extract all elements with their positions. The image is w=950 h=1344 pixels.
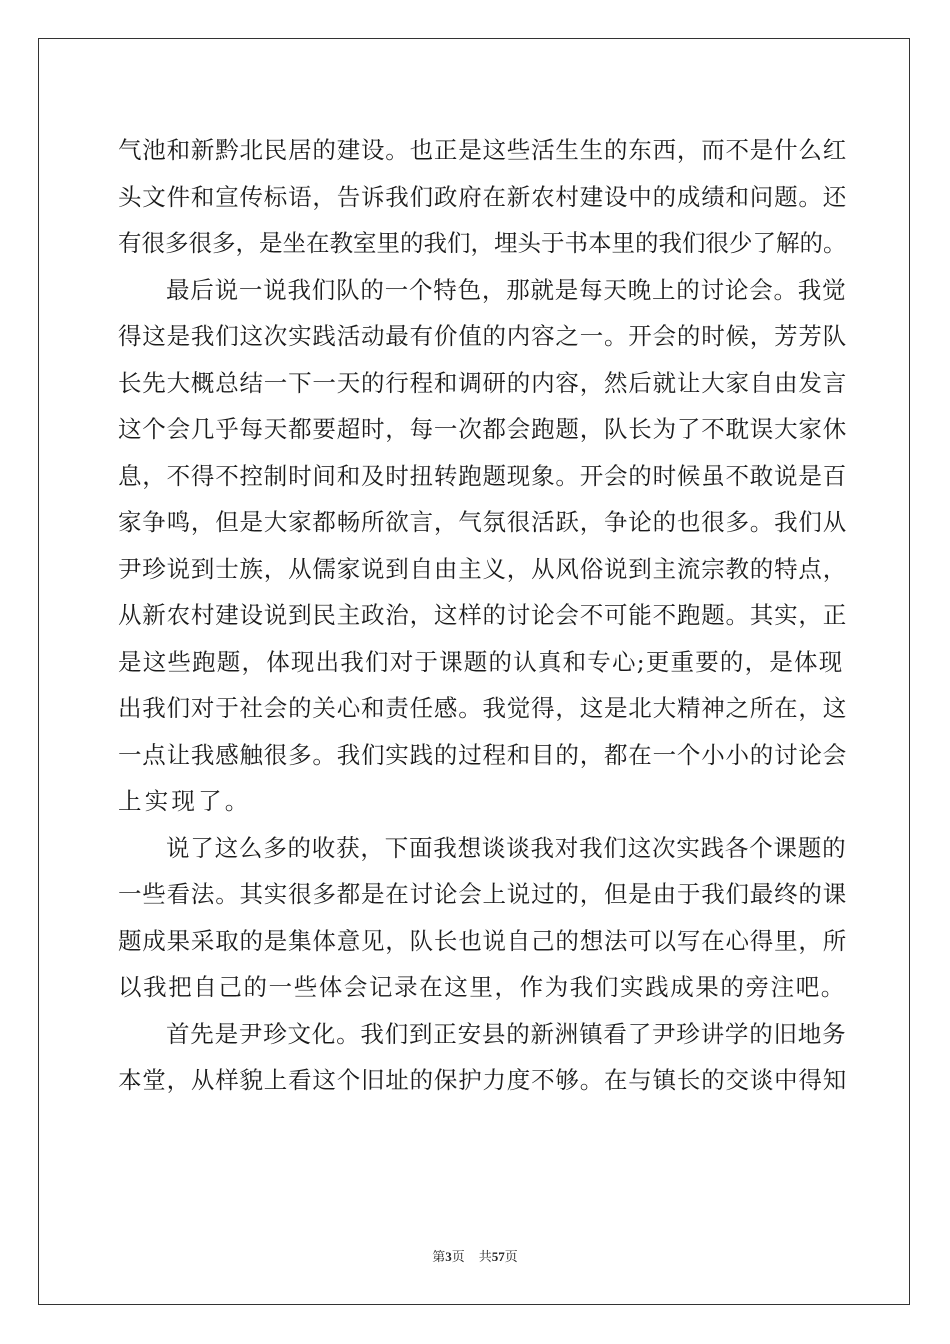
footer-total-suffix: 页 [504, 1250, 518, 1265]
text-line: 息，不得不控制时间和及时扭转跑题现象。开会的时候虽不敢说是百 [118, 461, 847, 490]
footer-total-prefix: 共 [478, 1250, 492, 1265]
text-line: 从新农村建设说到民主政治，这样的讨论会不可能不跑题。其实，正 [118, 601, 847, 629]
footer-page-number: 3 [445, 1249, 452, 1264]
text-line: 是这些跑题，体现出我们对于课题的认真和专心;更重要的，是体现 [118, 647, 844, 676]
text-line: 本堂，从样貌上看这个旧址的保护力度不够。在与镇长的交谈中得知 [118, 1066, 847, 1094]
text-line: 长先大概总结一下一天的行程和调研的内容，然后就让大家自由发言 [118, 368, 847, 397]
page-footer [0, 1246, 950, 1265]
footer-page-prefix: 第 [432, 1250, 446, 1265]
text-line: 上实现了。 [118, 787, 252, 815]
footer-page-suffix: 页 [451, 1250, 465, 1265]
text-line: 最后说一说我们队的一个特色，那就是每天晚上的讨论会。我觉 [166, 275, 847, 304]
text-line: 一些看法。其实很多都是在讨论会上说过的，但是由于我们最终的课 [118, 880, 847, 908]
text-line: 尹珍说到士族，从儒家说到自由主义，从风俗说到主流宗教的特点， [118, 554, 847, 583]
document-body [118, 127, 847, 1104]
text-line: 题成果采取的是集体意见，队长也说自己的想法可以写在心得里，所 [118, 926, 847, 955]
text-line: 一点让我感触很多。我们实践的过程和目的，都在一个小小的讨论会 [118, 740, 847, 769]
text-line: 以我把自己的一些体会记录在这里，作为我们实践成果的旁注吧。 [118, 973, 846, 1001]
text-line: 头文件和宣传标语，告诉我们政府在新农村建设中的成绩和问题。还 [118, 182, 847, 211]
text-line: 有很多很多，是坐在教室里的我们，埋头于书本里的我们很少了解的。 [118, 229, 847, 257]
text-line: 出我们对于社会的关心和责任感。我觉得，这是北大精神之所在，这 [118, 694, 847, 722]
text-line: 这个会几乎每天都要超时，每一次都会跑题，队长为了不耽误大家休 [118, 415, 847, 443]
text-line: 说了这么多的收获，下面我想谈谈我对我们这次实践各个课题的 [166, 833, 847, 862]
footer-total-number: 57 [491, 1249, 505, 1264]
text-line: 气池和新黔北民居的建设。也正是这些活生生的东西，而不是什么红 [118, 136, 847, 164]
text-line: 家争鸣，但是大家都畅所欲言，气氛很活跃，争论的也很多。我们从 [118, 508, 847, 536]
text-line: 得这是我们这次实践活动最有价值的内容之一。开会的时候，芳芳队 [118, 322, 847, 350]
text-line: 首先是尹珍文化。我们到正安县的新洲镇看了尹珍讲学的旧地务 [166, 1019, 847, 1048]
